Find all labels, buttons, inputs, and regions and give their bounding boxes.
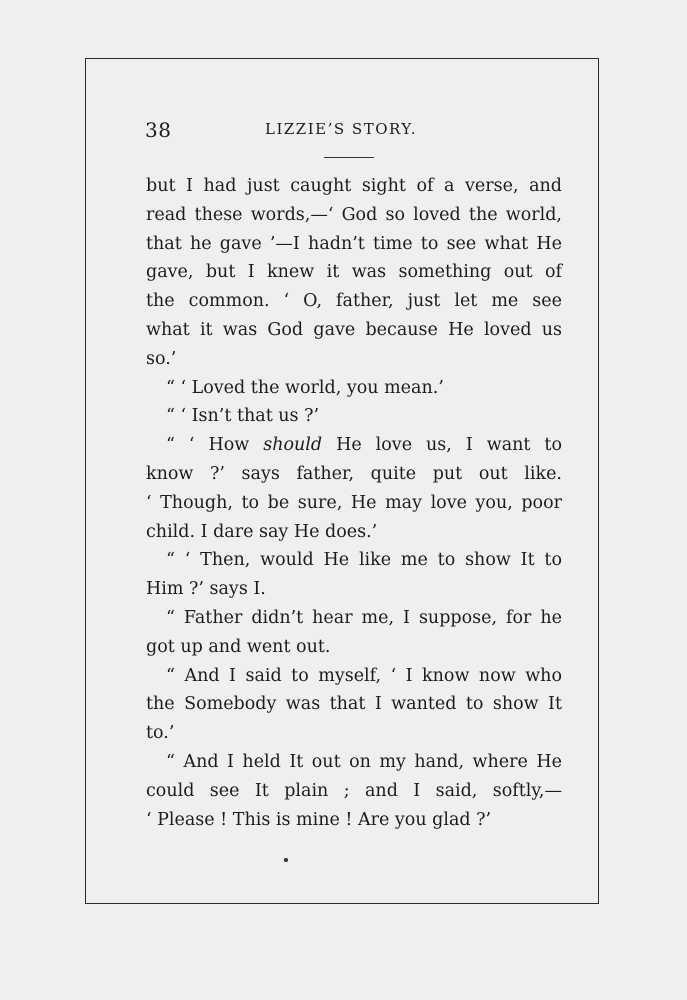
page-header [145, 118, 577, 148]
text-line: the common. ‘ O, father, just let me see [146, 291, 562, 312]
text-line: gave, but I knew it was something out of [146, 262, 562, 283]
text-line: read these words,—‘ God so loved the world, [146, 204, 562, 225]
text-line: “ ‘ Isn’t that us ?’ [166, 406, 320, 427]
text-fragment: He love us, I want to [322, 435, 562, 456]
text-line: ‘ Please ! This is mine ! Are you glad ?’ [146, 809, 492, 830]
text-fragment: “ ‘ How [166, 435, 264, 456]
text-line: but I had just caught sight of a verse, and [146, 176, 562, 196]
page-number: 38 [145, 118, 172, 142]
text-line: Him ?’ says I. [146, 579, 266, 600]
header-rule [324, 157, 374, 158]
text-line: know ?’ says father, quite put out like. [146, 463, 562, 484]
text-line: “ And I held It out on my hand, where He [166, 751, 562, 772]
printer-mark [284, 858, 288, 862]
text-line: so.’ [146, 348, 177, 369]
text-line-mixed [146, 431, 562, 460]
text-line: child. I dare say He does.’ [146, 521, 378, 542]
text-line: “ ‘ Then, would He like me to show It to [166, 550, 562, 571]
text-line: that he gave ’—I hadn’t time to see what He [146, 233, 562, 254]
text-line: to.’ [146, 723, 175, 744]
italic-word: should [263, 435, 323, 456]
body-text [146, 172, 562, 834]
text-line: “ And I said to myself, ‘ I know now who [166, 665, 562, 686]
running-head: LIZZIE’S STORY. [265, 120, 418, 138]
text-line: got up and went out. [146, 636, 331, 657]
text-line: what it was God gave because He loved us [146, 319, 562, 340]
text-line: “ ‘ Loved the world, you mean.’ [166, 377, 444, 398]
text-line: “ Father didn’t hear me, I suppose, for he [166, 607, 562, 628]
text-line: could see It plain ; and I said, softly,— [146, 780, 562, 801]
text-line: ‘ Though, to be sure, He may love you, poor [146, 492, 562, 513]
text-line: the Somebody was that I wanted to show It [146, 694, 562, 715]
